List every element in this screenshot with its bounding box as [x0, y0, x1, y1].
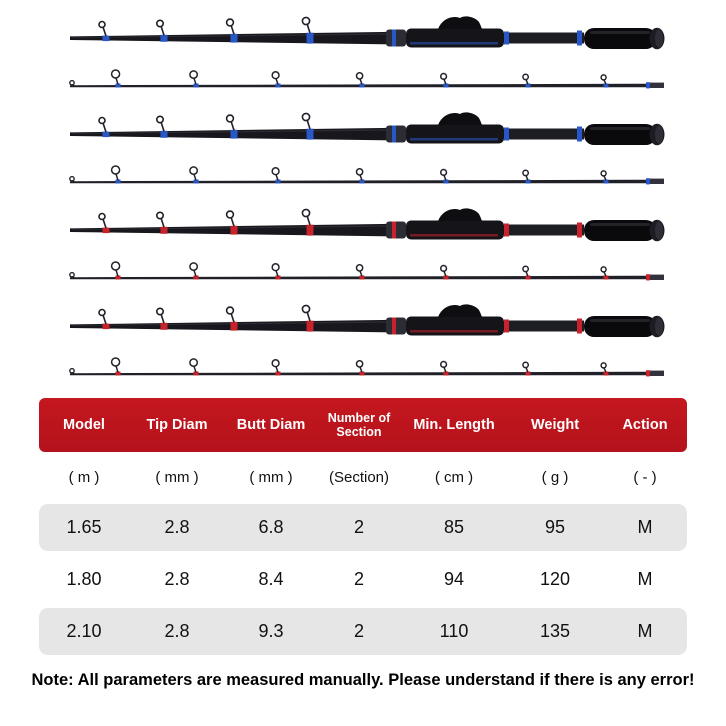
spec-row-2	[39, 556, 687, 603]
fishing-rod-illustration	[0, 300, 726, 396]
cell-weight: 95	[544, 517, 566, 538]
cell-action: M	[637, 569, 653, 590]
spec-row-3	[39, 608, 687, 655]
cell-action: M	[637, 621, 653, 642]
fishing-rod-illustration	[0, 108, 726, 204]
cell-min-length: 94	[443, 569, 465, 590]
disclaimer-note: Note: All parameters are measured manually. Please understand if there is any error!	[31, 671, 695, 689]
col-header-tip-diam: Tip Diam	[146, 416, 208, 433]
rod-image-3	[0, 204, 726, 300]
cell-min-length: 110	[439, 621, 469, 642]
spec-table-units-row	[39, 452, 687, 504]
rod-image-1	[0, 12, 726, 108]
unit-min-length: ( cm )	[434, 469, 474, 487]
spec-table-header-row	[39, 398, 687, 452]
unit-butt-diam: ( mm )	[249, 469, 293, 487]
col-header-sections: Number of Section	[327, 410, 391, 439]
cell-min-length: 85	[443, 517, 465, 538]
spec-row-1	[39, 504, 687, 551]
col-header-model: Model	[63, 416, 105, 433]
cell-tip-diam: 2.8	[164, 569, 190, 590]
unit-sections: (Section)	[328, 469, 390, 487]
cell-model: 1.80	[66, 569, 102, 590]
cell-butt-diam: 9.3	[258, 621, 284, 642]
cell-butt-diam: 6.8	[258, 517, 284, 538]
unit-weight: ( g )	[541, 469, 569, 487]
cell-butt-diam: 8.4	[258, 569, 284, 590]
cell-tip-diam: 2.8	[164, 621, 190, 642]
cell-sections: 2	[353, 621, 364, 642]
rod-image-2	[0, 108, 726, 204]
fishing-rod-illustration	[0, 12, 726, 108]
cell-sections: 2	[353, 569, 364, 590]
rod-image-4	[0, 300, 726, 396]
col-header-action: Action	[622, 416, 668, 433]
cell-tip-diam: 2.8	[164, 517, 190, 538]
cell-weight: 120	[539, 569, 571, 590]
unit-model: ( m )	[68, 469, 100, 487]
cell-sections: 2	[353, 517, 364, 538]
unit-action: ( - )	[633, 469, 657, 487]
col-header-butt-diam: Butt Diam	[236, 416, 306, 433]
cell-action: M	[637, 517, 653, 538]
spec-table	[39, 398, 687, 655]
cell-weight: 135	[539, 621, 571, 642]
unit-tip-diam: ( mm )	[155, 469, 199, 487]
col-header-weight: Weight	[530, 416, 580, 433]
col-header-min-length: Min. Length	[413, 416, 495, 433]
cell-model: 2.10	[66, 621, 102, 642]
cell-model: 1.65	[66, 517, 102, 538]
fishing-rod-illustration	[0, 204, 726, 300]
